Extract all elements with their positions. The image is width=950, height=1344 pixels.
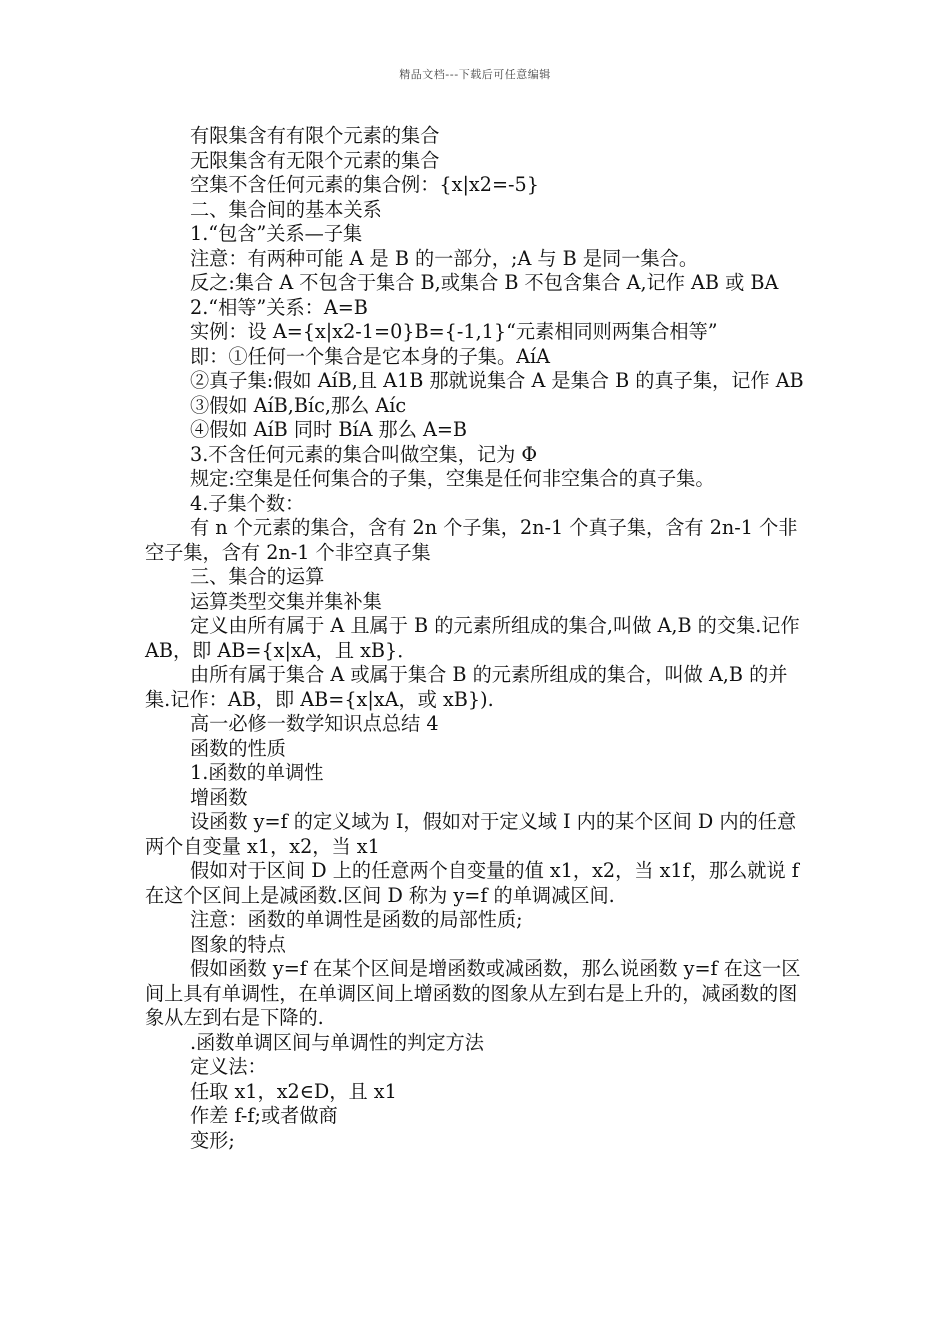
- paragraph: 图象的特点: [190, 932, 286, 956]
- paragraph: 有 n 个元素的集合，含有 2n 个子集，2n-1 个真子集，含有 2n-1 个非空子集，含有 2n-1 个非空真子集: [145, 516, 798, 564]
- paragraph: 增函数: [190, 785, 248, 809]
- paragraph: 假如对于区间 D 上的任意两个自变量的值 x1，x2，当 x1f，那么就说 f 在这个区间上是减函数.区间 D 称为 y=f 的单调减区间.: [145, 859, 799, 907]
- subsection-heading: 2.“相等”关系：A=B: [190, 295, 368, 319]
- paragraph: 定义由所有属于 A 且属于 B 的元素所组成的集合,叫做 A,B 的交集.记作 AB，即 AB={x|xA，且 xB}．: [145, 614, 800, 662]
- subsection-heading: .函数单调区间与单调性的判定方法: [190, 1030, 484, 1054]
- paragraph: 无限集含有无限个元素的集合: [190, 148, 440, 172]
- subsection-heading: 4.子集个数：: [190, 491, 305, 515]
- paragraph: 反之:集合 A 不包含于集合 B,或集合 B 不包含集合 A,记作 AB 或 BA: [190, 271, 779, 294]
- paragraph: 假如函数 y=f 在某个区间是增函数或减函数，那么说函数 y=f 在这一区间上具有单调性，在单调区间上增函数的图象从左到右是上升的，减函数的图象从左到右是下降的.: [145, 957, 801, 1029]
- subsection-heading: 1.“包含”关系—子集: [190, 222, 363, 245]
- paragraph: 变形;: [190, 1128, 235, 1152]
- paragraph: 定义法：: [190, 1055, 267, 1078]
- document-body: [145, 124, 811, 1153]
- paragraph: 任取 x1，x2∈D，且 x1: [190, 1079, 397, 1103]
- section-heading: 二、集合间的基本关系: [190, 197, 382, 221]
- paragraph: 有限集含有有限个元素的集合: [190, 124, 440, 147]
- paragraph: 空集不含任何元素的集合例：{x|x2=-5}: [190, 173, 539, 196]
- paragraph: 注意：有两种可能 A 是 B 的一部分，;A 与 B 是同一集合。: [190, 246, 699, 270]
- paragraph: 设函数 y=f 的定义域为 I，假如对于定义域 I 内的某个区间 D 内的任意两个自变量 x1，x2，当 x1: [145, 810, 797, 858]
- section-heading: 三、集合的运算: [190, 565, 325, 588]
- page-header: 精品文档---下载后可任意编辑: [399, 68, 551, 81]
- paragraph: 函数的性质: [190, 736, 286, 760]
- paragraph: ③假如 AíB,Bíc,那么 Aíc: [190, 393, 407, 417]
- paragraph: ④假如 AíB 同时 BíA 那么 A=B: [190, 418, 468, 441]
- paragraph: 实例：设 A={x|x2-1=0}B={-1,1}“元素相同则两集合相等”: [190, 320, 718, 343]
- paragraph: 运算类型交集并集补集: [190, 589, 382, 613]
- paragraph: 由所有属于集合 A 或属于集合 B 的元素所组成的集合，叫做 A,B 的并集.记作：AB，即 AB={x|xA，或 xB}).: [145, 663, 788, 711]
- paragraph: 注意：函数的单调性是函数的局部性质;: [190, 908, 523, 931]
- subsection-heading: 3.不含任何元素的集合叫做空集，记为 Φ: [190, 442, 538, 466]
- paragraph: ②真子集:假如 AíB,且 A1B 那就说集合 A 是集合 B 的真子集，记作 AB: [190, 369, 804, 392]
- paragraph: 即：①任何一个集合是它本身的子集。AíA: [190, 344, 551, 368]
- paragraph: 规定:空集是任何集合的子集，空集是任何非空集合的真子集。: [190, 467, 715, 490]
- section-heading: 高一必修一数学知识点总结 4: [190, 712, 439, 735]
- paragraph: 作差 f-f;或者做商: [190, 1104, 338, 1127]
- subsection-heading: 1.函数的单调性: [190, 761, 324, 784]
